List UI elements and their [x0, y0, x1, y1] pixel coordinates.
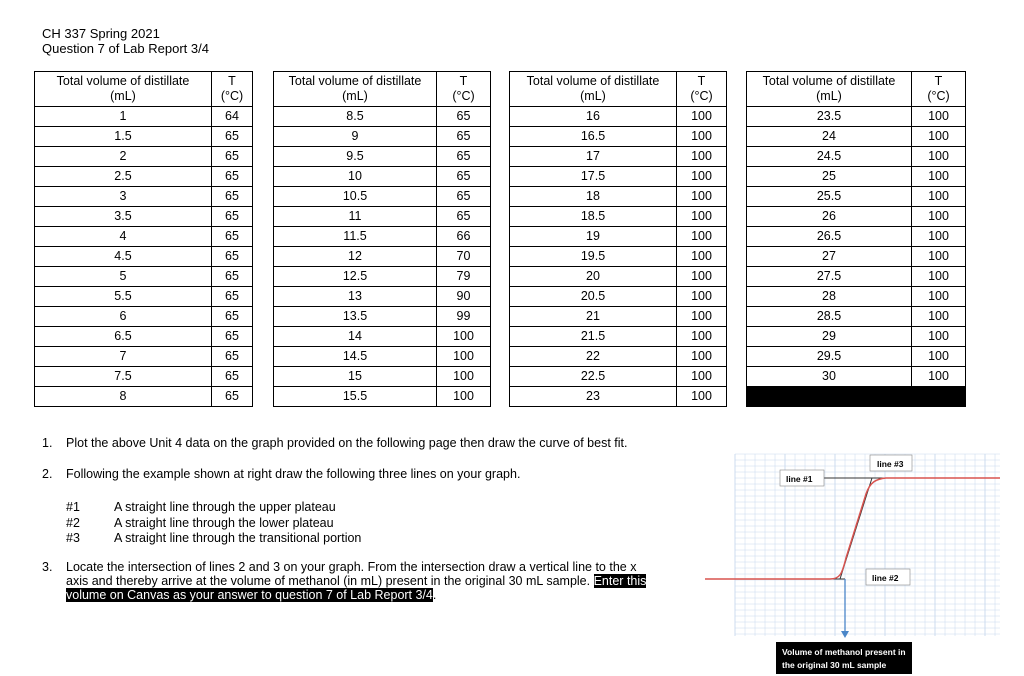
volume-cell: 3.5 — [35, 207, 212, 227]
volume-cell: 15.5 — [274, 387, 437, 407]
table-row — [274, 167, 491, 187]
temperature-cell: 90 — [437, 287, 491, 307]
volume-cell: 5.5 — [35, 287, 212, 307]
table-row — [274, 247, 491, 267]
table-row — [510, 147, 727, 167]
table-row — [510, 187, 727, 207]
temperature-column-header: T (°C) — [677, 72, 727, 107]
table-row — [747, 127, 966, 147]
volume-cell: 21.5 — [510, 327, 677, 347]
temperature-cell: 100 — [912, 107, 966, 127]
temperature-cell: 79 — [437, 267, 491, 287]
temperature-cell: 100 — [677, 367, 727, 387]
table-row — [747, 267, 966, 287]
table-row — [274, 127, 491, 147]
temperature-cell: 100 — [912, 287, 966, 307]
temperature-cell: 65 — [437, 167, 491, 187]
table-row — [35, 267, 253, 287]
temperature-cell: 65 — [212, 287, 253, 307]
temperature-cell: 100 — [677, 187, 727, 207]
table-row — [747, 107, 966, 127]
table-row — [747, 347, 966, 367]
volume-cell: 22 — [510, 347, 677, 367]
table-row — [35, 167, 253, 187]
volume-cell: 7 — [35, 347, 212, 367]
line-code: #1 — [66, 500, 80, 514]
volume-cell: 19.5 — [510, 247, 677, 267]
temperature-cell: 70 — [437, 247, 491, 267]
table-row — [510, 267, 727, 287]
caption-line2: the original 30 mL sample — [782, 660, 887, 670]
temperature-column-header: T (°C) — [212, 72, 253, 107]
temperature-cell: 65 — [437, 187, 491, 207]
table-row — [510, 327, 727, 347]
temperature-cell: 100 — [677, 107, 727, 127]
volume-cell: 23 — [510, 387, 677, 407]
table-row — [747, 167, 966, 187]
table-row — [747, 147, 966, 167]
temperature-cell: 65 — [212, 267, 253, 287]
arrow-head — [841, 631, 849, 638]
table-row — [35, 207, 253, 227]
table-row — [274, 327, 491, 347]
volume-cell: 10 — [274, 167, 437, 187]
instruction-number: 1. — [42, 436, 53, 450]
line-definition — [66, 531, 361, 547]
table-row — [35, 227, 253, 247]
instruction-3-line2: axis and thereby arrive at the volume of methanol (in mL) present in the original 30 mL sample. — [66, 574, 594, 588]
highlight-text: volume on Canvas as your answer to question 7 of Lab Report 3/4 — [66, 588, 433, 602]
temperature-cell: 65 — [212, 327, 253, 347]
table-row — [747, 327, 966, 347]
volume-cell: 22.5 — [510, 367, 677, 387]
volume-cell: 26 — [747, 207, 912, 227]
table-row — [35, 347, 253, 367]
table-row — [35, 327, 253, 347]
volume-column-header: Total volume of distillate (mL) — [747, 72, 912, 107]
question-title: Question 7 of Lab Report 3/4 — [42, 41, 209, 56]
table-row — [35, 127, 253, 147]
temperature-cell: 64 — [212, 107, 253, 127]
temperature-cell: 100 — [912, 267, 966, 287]
temperature-cell: 100 — [677, 287, 727, 307]
instruction-number: 2. — [42, 467, 53, 481]
volume-cell: 4.5 — [35, 247, 212, 267]
line-code: #2 — [66, 515, 80, 530]
temperature-cell: 65 — [212, 167, 253, 187]
volume-cell: 25 — [747, 167, 912, 187]
instruction-number: 3. — [42, 560, 53, 574]
line-desc: A straight line through the transitional portion — [114, 531, 362, 545]
volume-cell: 29.5 — [747, 347, 912, 367]
temperature-cell: 100 — [912, 127, 966, 147]
table-row — [35, 107, 253, 127]
volume-cell: 26.5 — [747, 227, 912, 247]
table-row — [510, 227, 727, 247]
volume-cell: 14 — [274, 327, 437, 347]
line-definition — [66, 516, 361, 532]
table-row — [35, 287, 253, 307]
volume-cell: 17 — [510, 147, 677, 167]
course-title: CH 337 Spring 2021 — [42, 26, 160, 41]
volume-cell: 10.5 — [274, 187, 437, 207]
temperature-cell: 100 — [677, 167, 727, 187]
table-row — [747, 247, 966, 267]
temperature-cell: 65 — [437, 127, 491, 147]
table-row — [274, 227, 491, 247]
temperature-cell: 100 — [912, 307, 966, 327]
volume-cell: 8 — [35, 387, 212, 407]
temperature-cell: 100 — [677, 247, 727, 267]
line2-label: line #2 — [872, 573, 899, 583]
temperature-cell: 65 — [212, 147, 253, 167]
table-row — [510, 207, 727, 227]
table-row — [35, 367, 253, 387]
volume-cell: 21 — [510, 307, 677, 327]
period: . — [432, 588, 437, 602]
volume-cell: 11.5 — [274, 227, 437, 247]
volume-cell: 28.5 — [747, 307, 912, 327]
table-row — [747, 387, 966, 407]
table-row — [274, 387, 491, 407]
table-row — [747, 227, 966, 247]
volume-cell: 12 — [274, 247, 437, 267]
temperature-cell: 65 — [212, 247, 253, 267]
volume-column-header: Total volume of distillate (mL) — [274, 72, 437, 107]
line-desc: A straight line through the upper plateau — [114, 500, 336, 514]
temperature-cell — [912, 387, 966, 407]
volume-cell: 11 — [274, 207, 437, 227]
temperature-cell: 100 — [677, 327, 727, 347]
volume-cell: 30 — [747, 367, 912, 387]
temperature-cell: 65 — [212, 307, 253, 327]
temperature-cell: 100 — [677, 147, 727, 167]
table-row — [274, 307, 491, 327]
temperature-cell: 100 — [677, 347, 727, 367]
table-row — [274, 367, 491, 387]
volume-cell: 1 — [35, 107, 212, 127]
temperature-cell: 65 — [212, 347, 253, 367]
volume-cell: 18 — [510, 187, 677, 207]
temperature-cell: 65 — [212, 387, 253, 407]
table-row — [274, 187, 491, 207]
volume-cell: 6.5 — [35, 327, 212, 347]
table-row — [35, 307, 253, 327]
temperature-cell: 66 — [437, 227, 491, 247]
volume-cell: 2 — [35, 147, 212, 167]
table-row — [747, 207, 966, 227]
volume-cell: 28 — [747, 287, 912, 307]
temperature-cell: 65 — [212, 127, 253, 147]
temperature-cell: 100 — [677, 267, 727, 287]
volume-cell: 5 — [35, 267, 212, 287]
temperature-cell: 65 — [437, 147, 491, 167]
temperature-cell: 100 — [437, 347, 491, 367]
volume-cell: 4 — [35, 227, 212, 247]
table-row — [274, 207, 491, 227]
table-row — [274, 287, 491, 307]
table-row — [35, 247, 253, 267]
volume-cell: 25.5 — [747, 187, 912, 207]
data-table-1 — [34, 71, 253, 407]
volume-cell: 14.5 — [274, 347, 437, 367]
temperature-cell: 65 — [212, 367, 253, 387]
document-header — [42, 26, 209, 56]
temperature-cell: 100 — [437, 327, 491, 347]
temperature-cell: 100 — [912, 327, 966, 347]
table-row — [274, 347, 491, 367]
volume-cell: 20.5 — [510, 287, 677, 307]
table-row — [274, 147, 491, 167]
temperature-cell: 100 — [677, 227, 727, 247]
table-row — [510, 387, 727, 407]
volume-cell: 6 — [35, 307, 212, 327]
table-row — [747, 187, 966, 207]
line1-label: line #1 — [786, 474, 813, 484]
temperature-cell: 100 — [677, 127, 727, 147]
example-graph — [690, 446, 1010, 676]
volume-cell: 16 — [510, 107, 677, 127]
temperature-cell: 100 — [677, 387, 727, 407]
table-row — [510, 107, 727, 127]
line-definitions — [66, 500, 361, 547]
table-row — [510, 127, 727, 147]
volume-cell: 1.5 — [35, 127, 212, 147]
table-row — [510, 287, 727, 307]
volume-cell: 13 — [274, 287, 437, 307]
instruction-text: Plot the above Unit 4 data on the graph provided on the following page then draw the curve of best fit. — [66, 436, 628, 450]
temperature-cell: 100 — [437, 387, 491, 407]
table-row — [35, 387, 253, 407]
best-fit-curve — [705, 478, 1000, 579]
table-row — [510, 167, 727, 187]
data-table-2 — [273, 71, 491, 407]
instruction-text: Following the example shown at right draw the following three lines on your graph. — [66, 467, 521, 481]
temperature-cell: 100 — [677, 307, 727, 327]
temperature-cell: 65 — [437, 207, 491, 227]
volume-cell: 17.5 — [510, 167, 677, 187]
temperature-cell: 65 — [212, 187, 253, 207]
highlight-text: Enter this — [593, 574, 647, 588]
temperature-cell: 65 — [212, 207, 253, 227]
volume-cell: 12.5 — [274, 267, 437, 287]
line-desc: A straight line through the lower plateau — [114, 515, 334, 530]
temperature-cell: 100 — [912, 247, 966, 267]
volume-cell: 9 — [274, 127, 437, 147]
volume-cell: 7.5 — [35, 367, 212, 387]
volume-column-header: Total volume of distillate (mL) — [35, 72, 212, 107]
temperature-cell: 100 — [912, 167, 966, 187]
table-row — [747, 367, 966, 387]
line-definition — [66, 500, 361, 516]
temperature-cell: 100 — [912, 347, 966, 367]
temperature-cell: 65 — [212, 227, 253, 247]
table-row — [747, 307, 966, 327]
volume-cell: 18.5 — [510, 207, 677, 227]
volume-cell: 9.5 — [274, 147, 437, 167]
volume-cell: 24.5 — [747, 147, 912, 167]
temperature-cell: 100 — [677, 207, 727, 227]
temperature-cell: 100 — [437, 367, 491, 387]
temperature-cell: 100 — [912, 187, 966, 207]
table-row — [510, 367, 727, 387]
instruction-3-line1: Locate the intersection of lines 2 and 3 on your graph. From the intersection draw a vertical line to the x — [66, 560, 637, 574]
volume-cell: 16.5 — [510, 127, 677, 147]
temperature-cell: 100 — [912, 367, 966, 387]
volume-cell — [747, 387, 912, 407]
volume-cell: 29 — [747, 327, 912, 347]
temperature-column-header: T (°C) — [437, 72, 491, 107]
table-row — [35, 147, 253, 167]
volume-cell: 23.5 — [747, 107, 912, 127]
volume-cell: 8.5 — [274, 107, 437, 127]
volume-cell: 13.5 — [274, 307, 437, 327]
line3-label: line #3 — [877, 459, 904, 469]
temperature-cell: 99 — [437, 307, 491, 327]
data-table-3 — [509, 71, 727, 407]
temperature-cell: 65 — [437, 107, 491, 127]
volume-cell: 27.5 — [747, 267, 912, 287]
table-row — [35, 187, 253, 207]
volume-cell: 20 — [510, 267, 677, 287]
temperature-column-header: T (°C) — [912, 72, 966, 107]
table-row — [274, 107, 491, 127]
data-table-4 — [746, 71, 966, 407]
table-row — [510, 247, 727, 267]
volume-column-header: Total volume of distillate (mL) — [510, 72, 677, 107]
table-row — [510, 307, 727, 327]
volume-cell: 15 — [274, 367, 437, 387]
table-row — [274, 267, 491, 287]
line-code: #3 — [66, 531, 80, 545]
graph-grid — [735, 454, 1000, 636]
volume-cell: 24 — [747, 127, 912, 147]
table-row — [747, 287, 966, 307]
caption-line1: Volume of methanol present in — [782, 647, 906, 657]
temperature-cell: 100 — [912, 207, 966, 227]
temperature-cell: 100 — [912, 147, 966, 167]
temperature-cell: 100 — [912, 227, 966, 247]
volume-cell: 27 — [747, 247, 912, 267]
volume-cell: 3 — [35, 187, 212, 207]
table-row — [510, 347, 727, 367]
volume-cell: 2.5 — [35, 167, 212, 187]
volume-cell: 19 — [510, 227, 677, 247]
